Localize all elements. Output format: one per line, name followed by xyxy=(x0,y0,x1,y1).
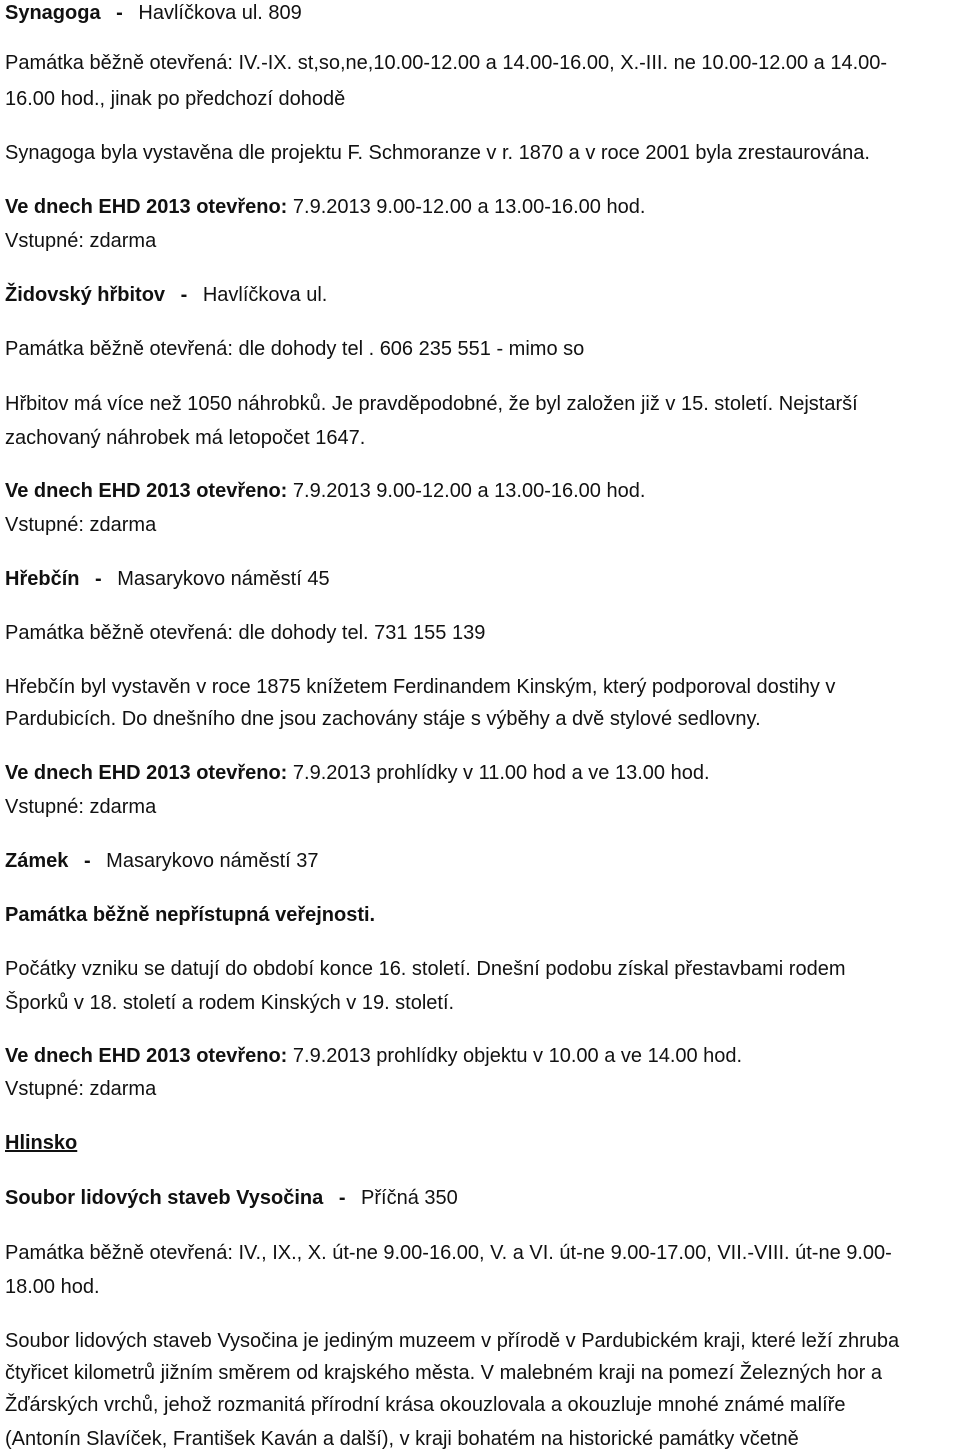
zamek-dash: - xyxy=(83,850,91,872)
zamek-admission: Vstupné: zdarma xyxy=(5,1078,157,1100)
hlinsko-title: Soubor lidových staveb Vysočina xyxy=(5,1187,324,1209)
zamek-heading xyxy=(5,848,319,874)
hrebcin-admission: Vstupné: zdarma xyxy=(5,796,157,818)
synagoga-hours-line-1: Památka běžně otevřená: IV.-IX. st,so,ne,10.00-12.00 a 14.00-16.00, X.-III. ne 10.00-12.00 a 14.00- xyxy=(5,52,888,74)
hrbitov-dash: - xyxy=(180,284,188,306)
hrbitov-heading xyxy=(5,282,327,308)
zamek-address: Masarykovo náměstí 37 xyxy=(106,850,319,872)
hrebcin-title: Hřebčín xyxy=(5,568,80,590)
hlinsko-description-line-3: Žďárských vrchů, jehož rozmanitá přírodní krása okouzlovala a okouzluje mnohé známé malíře xyxy=(5,1394,846,1416)
hrbitov-ehd-label: Ve dnech EHD 2013 otevřeno: xyxy=(5,480,288,502)
hrebcin-ehd-value: 7.9.2013 prohlídky v 11.00 hod a ve 13.00 hod. xyxy=(292,762,710,784)
zamek-ehd-label: Ve dnech EHD 2013 otevřeno: xyxy=(5,1045,288,1067)
hrbitov-ehd xyxy=(5,478,645,504)
hlinsko-hours-line-2: 18.00 hod. xyxy=(5,1276,100,1298)
hrbitov-ehd-value: 7.9.2013 9.00-12.00 a 13.00-16.00 hod. xyxy=(292,480,646,502)
synagoga-dash: - xyxy=(116,2,123,24)
hrebcin-address: Masarykovo náměstí 45 xyxy=(117,568,330,590)
zamek-description-line-1: Počátky vzniku se datují do období konce 16. století. Dnešní podobu získal přestavbami rodem xyxy=(5,958,846,980)
hlinsko-address: Příčná 350 xyxy=(361,1187,458,1209)
synagoga-ehd-label: Ve dnech EHD 2013 otevřeno: xyxy=(5,196,288,218)
synagoga-description: Synagoga byla vystavěna dle projektu F. Schmoranze v r. 1870 a v roce 2001 byla zrestaurována. xyxy=(5,142,870,164)
hlinsko-dash: - xyxy=(338,1187,346,1209)
hlinsko-heading xyxy=(5,1185,458,1211)
hlinsko-description-line-1: Soubor lidových staveb Vysočina je jediným muzeem v přírodě v Pardubickém kraji, které leží zhruba xyxy=(5,1330,900,1352)
zamek-ehd xyxy=(5,1043,742,1069)
synagoga-ehd xyxy=(5,194,645,220)
hrebcin-description-line-1: Hřebčín byl vystavěn v roce 1875 knížetem Ferdinandem Kinským, který podporoval dostihy v xyxy=(5,676,836,698)
zamek-title: Zámek xyxy=(5,850,69,872)
hrebcin-heading xyxy=(5,566,330,592)
hrbitov-title: Židovský hřbitov xyxy=(5,284,166,306)
hlinsko-description-line-4: (Antonín Slavíček, František Kaván a další), v kraji bohatém na historické památky včetně xyxy=(5,1428,799,1450)
zamek-description-line-2: Šporků v 18. století a rodem Kinských v 19. století. xyxy=(5,992,455,1014)
hrebcin-hours: Památka běžně otevřená: dle dohody tel. 731 155 139 xyxy=(5,622,486,644)
hlinsko-description-line-2: čtyřicet kilometrů jižním směrem od krajského města. V malebném kraji na pomezí Železných hor a xyxy=(5,1362,882,1384)
hrbitov-hours: Památka běžně otevřená: dle dohody tel . 606 235 551 - mimo so xyxy=(5,338,585,360)
hrebcin-ehd-label: Ve dnech EHD 2013 otevřeno: xyxy=(5,762,288,784)
hrbitov-address: Havlíčkova ul. xyxy=(202,284,328,306)
hrebcin-ehd xyxy=(5,760,710,786)
synagoga-heading xyxy=(5,0,302,26)
zamek-status: Památka běžně nepřístupná veřejnosti. xyxy=(5,904,376,926)
hrbitov-description-line-1: Hřbitov má více než 1050 náhrobků. Je pravděpodobné, že byl založen již v 15. století. Nejstarší xyxy=(5,393,858,415)
synagoga-address: Havlíčkova ul. 809 xyxy=(138,2,302,24)
zamek-ehd-value: 7.9.2013 prohlídky objektu v 10.00 a ve 14.00 hod. xyxy=(292,1045,743,1067)
hrebcin-description-line-2: Pardubicích. Do dnešního dne jsou zachovány stáje s výběhy a dvě stylové sedlovny. xyxy=(5,708,761,730)
hlinsko-town-heading: Hlinsko xyxy=(5,1132,78,1154)
hrebcin-dash: - xyxy=(95,568,102,590)
hlinsko-hours-line-1: Památka běžně otevřená: IV., IX., X. út-ne 9.00-16.00, V. a VI. út-ne 9.00-17.00, VII.-VIII. út-ne 9.00- xyxy=(5,1242,892,1264)
synagoga-title: Synagoga xyxy=(5,2,101,24)
synagoga-admission: Vstupné: zdarma xyxy=(5,230,157,252)
hrbitov-admission: Vstupné: zdarma xyxy=(5,514,157,536)
synagoga-hours-line-2: 16.00 hod., jinak po předchozí dohodě xyxy=(5,88,346,110)
synagoga-ehd-value: 7.9.2013 9.00-12.00 a 13.00-16.00 hod. xyxy=(292,196,646,218)
hrbitov-description-line-2: zachovaný náhrobek má letopočet 1647. xyxy=(5,427,366,449)
